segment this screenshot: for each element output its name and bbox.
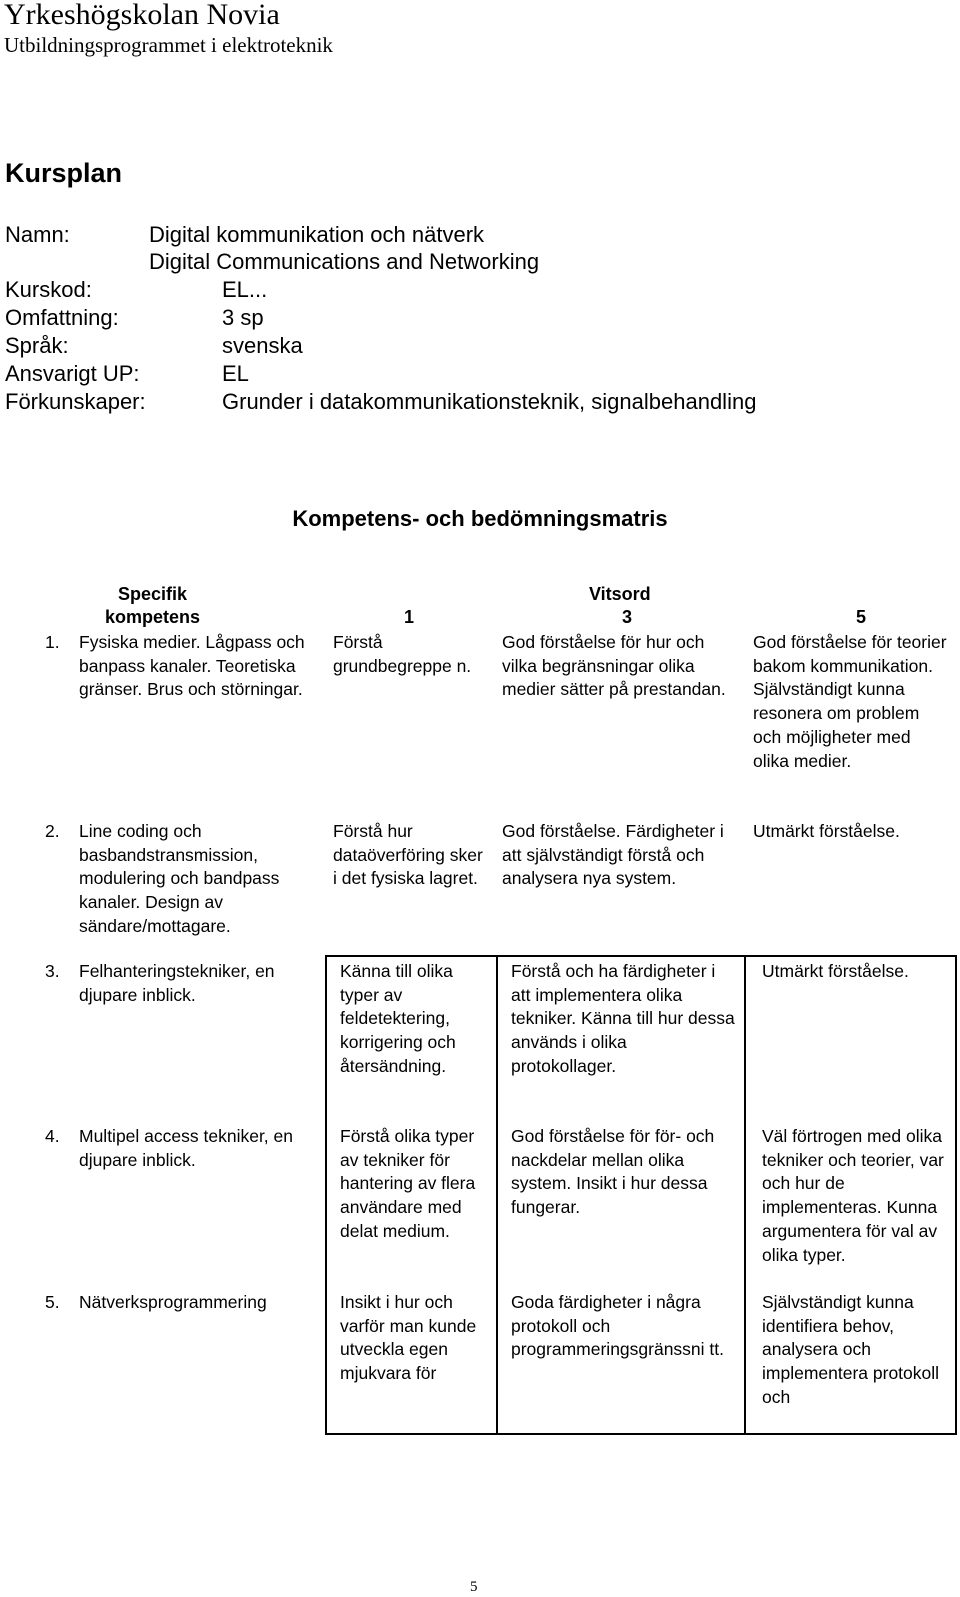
header-grade-1: 1 xyxy=(404,607,415,627)
grade-5-cell: Självständigt kunna identifiera behov, analysera och implementera protokoll och xyxy=(762,1292,940,1407)
course-code-label: Kurskod: xyxy=(5,277,92,302)
scope-label: Omfattning: xyxy=(5,305,119,330)
row-number: 2. xyxy=(45,821,60,841)
grade-3-cell: God förståelse för hur och vilka begränsningar olika medier sätter på prestandan. xyxy=(502,632,726,700)
course-name-swedish: Digital kommunikation och nätverk xyxy=(149,222,485,247)
matrix-title: Kompetens- och bedömningsmatris xyxy=(292,506,668,531)
row-number: 3. xyxy=(45,961,60,981)
scope-value: 3 sp xyxy=(222,305,264,330)
competence-cell: Line coding och basbandstransmission, modulering och bandpass kanaler. Design av sändare/mottagare. xyxy=(79,821,280,936)
header-grade-5: 5 xyxy=(856,607,867,627)
name-label: Namn: xyxy=(5,222,70,247)
table-divider xyxy=(744,955,746,1435)
program-name: Utbildningsprogrammet i elektroteknik xyxy=(4,33,333,57)
prerequisites-value: Grunder i datakommunikationsteknik, signalbehandling xyxy=(222,389,757,414)
grade-1-cell: Förstå hur dataöverföring sker i det fysiska lagret. xyxy=(333,821,483,889)
grade-1-cell: Känna till olika typer av feldetektering, korrigering och återsändning. xyxy=(340,961,456,1076)
responsible-label: Ansvarigt UP: xyxy=(5,361,140,386)
header-competence: kompetens xyxy=(105,607,201,627)
table-border-top xyxy=(325,955,957,957)
language-value: svenska xyxy=(222,333,303,358)
header-specific: Specifik xyxy=(118,584,188,604)
row-number: 4. xyxy=(45,1126,60,1146)
row-number: 5. xyxy=(45,1292,60,1312)
table-border-left xyxy=(325,955,327,1435)
responsible-value: EL xyxy=(222,361,249,386)
competence-cell: Multipel access tekniker, en djupare inblick. xyxy=(79,1126,293,1170)
competence-cell: Felhanteringstekniker, en djupare inblick. xyxy=(79,961,275,1005)
competence-cell: Fysiska medier. Lågpass och banpass kanaler. Teoretiska gränser. Brus och störningar. xyxy=(79,632,305,700)
row-number: 1. xyxy=(45,632,60,652)
course-name-english: Digital Communications and Networking xyxy=(149,249,540,274)
table-border-bottom xyxy=(325,1433,957,1435)
table-border-right xyxy=(955,955,957,1435)
grade-3-cell: Förstå och ha färdigheter i att implementera olika tekniker. Känna till hur dessa används i olika protokollager. xyxy=(511,961,735,1076)
header-grade: Vitsord xyxy=(589,584,651,604)
grade-5-cell: God förståelse för teorier bakom kommunikation. Självständigt kunna resonera om problem och möjligheter med olika medier. xyxy=(753,632,947,771)
page-number: 5 xyxy=(470,1579,478,1595)
grade-3-cell: God förståelse för för- och nackdelar mellan olika system. Insikt i hur dessa fungerar. xyxy=(511,1126,715,1218)
table-divider xyxy=(496,955,498,1435)
grade-1-cell: Förstå grundbegreppe n. xyxy=(333,632,472,676)
grade-1-cell: Förstå olika typer av tekniker för hantering av flera användare med delat medium. xyxy=(340,1126,476,1241)
grade-5-cell: Utmärkt förståelse. xyxy=(762,961,909,981)
language-label: Språk: xyxy=(5,333,69,358)
header-grade-3: 3 xyxy=(622,607,633,627)
grade-5-cell: Utmärkt förståelse. xyxy=(753,821,900,841)
course-code-value: EL... xyxy=(222,277,268,302)
school-name: Yrkeshögskolan Novia xyxy=(4,0,280,31)
grade-5-cell: Väl förtrogen med olika tekniker och teorier, var och hur de implementeras. Kunna argumentera för val av olika typer. xyxy=(762,1126,944,1265)
prerequisites-label: Förkunskaper: xyxy=(5,389,146,414)
grade-1-cell: Insikt i hur och varför man kunde utveckla egen mjukvara för xyxy=(340,1292,477,1384)
document-title: Kursplan xyxy=(5,158,123,188)
grade-3-cell: Goda färdigheter i några protokoll och programmeringsgränssni tt. xyxy=(511,1292,724,1360)
competence-cell: Nätverksprogrammering xyxy=(79,1292,267,1312)
grade-3-cell: God förståelse. Färdigheter i att självständigt förstå och analysera nya system. xyxy=(502,821,724,889)
